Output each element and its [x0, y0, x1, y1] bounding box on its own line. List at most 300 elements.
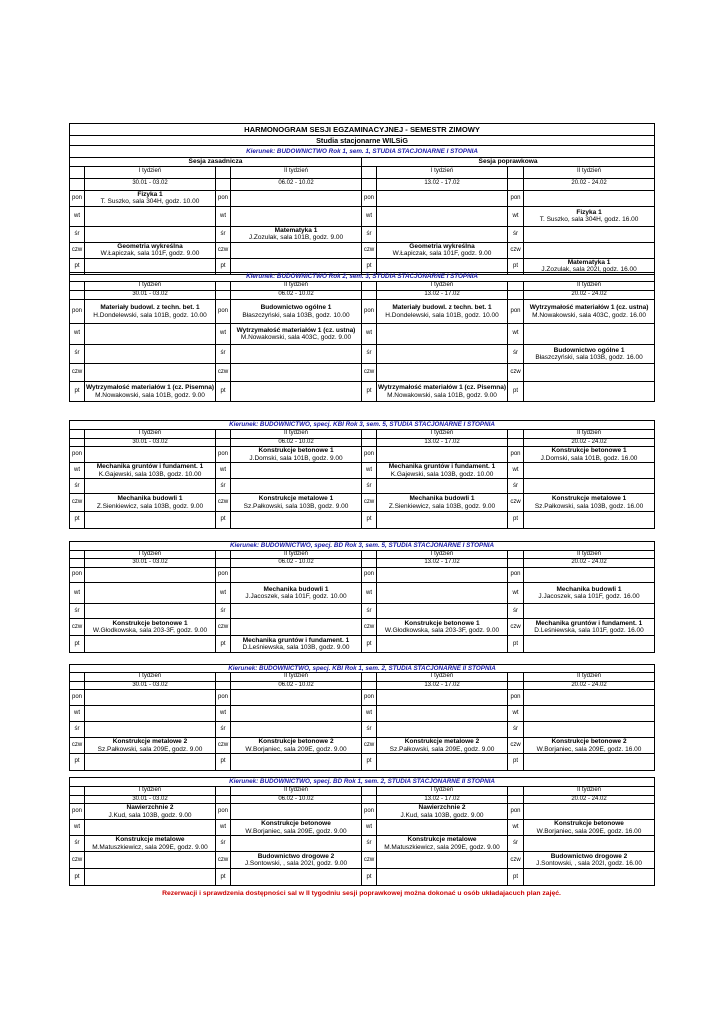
corner-cell	[216, 559, 231, 568]
day-label: pt	[508, 636, 524, 653]
day-label: pt	[70, 258, 85, 274]
corner-cell	[362, 178, 377, 190]
corner-cell	[362, 291, 377, 300]
corner-cell	[70, 282, 85, 291]
exam-cell	[377, 479, 508, 494]
exam-cell	[524, 820, 655, 836]
exam-subject: Mechanika gruntów i fundament. 1	[535, 619, 643, 627]
week-label: I tydzień	[85, 429, 216, 438]
corner-cell	[362, 429, 377, 438]
exam-subject: Mechanika budowli 1	[556, 585, 622, 593]
day-label: śr	[70, 836, 85, 852]
day-label: wt	[508, 820, 524, 836]
day-label: wt	[70, 463, 85, 479]
exam-cell	[231, 345, 362, 364]
exam-cell	[377, 447, 508, 463]
day-label: wt	[508, 583, 524, 604]
day-label: wt	[70, 206, 85, 226]
exam-details: Z.Sienkiewicz, sala 103B, godz. 9.00	[96, 502, 204, 510]
exam-cell	[524, 300, 655, 324]
exam-details: M.Nowakowski, sala 403C, godz. 9.00	[240, 334, 352, 341]
week-label: II tydzień	[231, 673, 362, 681]
day-label: czw	[70, 364, 85, 382]
exam-subject: Mechanika budowli 1	[409, 495, 475, 503]
week-dates: 13.02 - 17.02	[377, 178, 508, 190]
corner-cell	[508, 550, 524, 559]
week-dates: 06.02 - 10.02	[231, 438, 362, 447]
day-label: śr	[70, 226, 85, 242]
week-dates: 30.01 - 03.02	[85, 681, 216, 689]
exam-subject: Budownictwo ogólne 1	[260, 304, 332, 312]
day-label: pt	[70, 869, 85, 886]
exam-cell	[377, 583, 508, 604]
day-label: pt	[70, 382, 85, 402]
corner-cell	[508, 795, 524, 804]
exam-cell	[377, 852, 508, 869]
exam-subject: Konstrukcje betonowe 1	[551, 447, 627, 455]
day-label: śr	[508, 604, 524, 619]
exam-details: J.Kud, sala 103B, godz. 9.00	[400, 811, 484, 819]
exam-cell	[85, 706, 216, 722]
day-label: czw	[508, 364, 524, 382]
exam-details: M.Nowakowski, sala 101B, godz. 9.00	[95, 391, 205, 399]
document-title: HARMONOGRAM SESJI EGZAMINACYJNEJ - SEMESTR ZIMOWY	[70, 124, 655, 136]
exam-subject: Konstrukcje metalowe 1	[551, 495, 627, 503]
day-label: pt	[362, 382, 377, 402]
week-dates: 06.02 - 10.02	[231, 681, 362, 689]
exam-cell	[85, 869, 216, 886]
corner-cell	[70, 429, 85, 438]
corner-cell	[216, 681, 231, 689]
exam-cell	[524, 869, 655, 886]
corner-cell	[362, 438, 377, 447]
week-dates: 30.01 - 03.02	[85, 178, 216, 190]
exam-cell	[231, 869, 362, 886]
day-label: śr	[70, 345, 85, 364]
exam-details: W.Głodkowska, sala 203-3F, godz. 9.00	[92, 627, 208, 635]
day-label: wt	[362, 820, 377, 836]
kierunek-header: Kierunek: BUDOWNICTWO, specj. BD Rok 3, sem. 5, STUDIA STACJONARNE I STOPNIA	[70, 542, 655, 551]
kierunek-header: Kierunek: BUDOWNICTWO, specj. KBI Rok 3, sem. 5, STUDIA STACJONARNE I STOPNIA	[70, 421, 655, 430]
corner-cell	[216, 795, 231, 804]
day-label: czw	[362, 494, 377, 512]
exam-details: D.Leśniewska, sala 103B, godz. 9.00	[242, 644, 350, 652]
exam-subject: Konstrukcje metalowe	[115, 836, 185, 844]
exam-cell	[524, 242, 655, 258]
exam-subject: Fizyka 1	[137, 190, 163, 198]
day-label: pon	[362, 447, 377, 463]
corner-cell	[70, 438, 85, 447]
exam-subject: Wytrzymałość materiałów 1 (cz. Pisemna)	[377, 384, 507, 392]
exam-subject: Geometria wykreślna	[117, 242, 183, 250]
corner-cell	[70, 166, 85, 178]
exam-details: Sz.Pałkowski, sala 209E, godz. 9.00	[389, 745, 495, 753]
exam-cell	[524, 447, 655, 463]
exam-details: K.Gajewski, sala 103B, godz. 10.00	[98, 470, 202, 478]
day-label: śr	[508, 345, 524, 364]
day-label: pon	[70, 804, 85, 820]
exam-cell	[377, 324, 508, 345]
day-label: pon	[216, 804, 231, 820]
corner-cell	[216, 786, 231, 795]
week-label: I tydzień	[377, 786, 508, 795]
exam-cell	[231, 382, 362, 402]
exam-subject: Konstrukcje betonowe 2	[551, 738, 627, 746]
day-label: czw	[70, 852, 85, 869]
corner-cell	[70, 786, 85, 795]
day-label: śr	[216, 226, 231, 242]
exam-details: J.Domski, sala 101B, godz. 9.00	[249, 454, 343, 462]
exam-cell	[377, 738, 508, 754]
exam-details: W.Łapiczak, sala 101F, godz. 9.00	[100, 250, 200, 258]
day-label: śr	[508, 226, 524, 242]
exam-cell	[231, 226, 362, 242]
exam-cell	[377, 690, 508, 706]
week-label: I tydzień	[85, 282, 216, 291]
exam-cell	[85, 636, 216, 653]
exam-cell	[231, 463, 362, 479]
exam-details: T. Suszko, sala 304H, godz. 10.00	[100, 198, 200, 206]
day-label: pon	[362, 690, 377, 706]
day-label: wt	[70, 706, 85, 722]
exam-subject: Fizyka 1	[576, 209, 602, 217]
week-dates: 20.02 - 24.02	[524, 681, 655, 689]
exam-cell	[231, 190, 362, 206]
exam-cell	[85, 190, 216, 206]
week-label: II tydzień	[231, 166, 362, 178]
exam-details: W.Głodkowska, sala 203-3F, godz. 9.00	[384, 627, 500, 635]
week-label: II tydzień	[231, 786, 362, 795]
day-label: czw	[70, 619, 85, 636]
exam-cell	[85, 619, 216, 636]
exam-cell	[85, 324, 216, 345]
exam-subject: Mechanika budowli 1	[263, 585, 329, 593]
day-label: wt	[508, 324, 524, 345]
corner-cell	[362, 550, 377, 559]
corner-cell	[362, 795, 377, 804]
schedule-block-4	[69, 541, 655, 653]
exam-cell	[524, 754, 655, 770]
exam-cell	[377, 512, 508, 528]
exam-cell	[231, 619, 362, 636]
day-label: wt	[362, 463, 377, 479]
exam-cell	[377, 820, 508, 836]
corner-cell	[216, 429, 231, 438]
exam-cell	[231, 494, 362, 512]
day-label: śr	[70, 479, 85, 494]
day-label: czw	[508, 738, 524, 754]
exam-cell	[231, 836, 362, 852]
day-label: śr	[362, 226, 377, 242]
day-label: wt	[216, 463, 231, 479]
day-label: pt	[508, 512, 524, 528]
week-label: I tydzień	[85, 166, 216, 178]
day-label: pon	[508, 690, 524, 706]
exam-subject: Geometria wykreślna	[409, 242, 475, 250]
corner-cell	[362, 559, 377, 568]
exam-details: W.Borjaniec, sala 209E, godz. 16.00	[536, 827, 642, 835]
week-label: II tydzień	[231, 429, 362, 438]
exam-cell	[524, 706, 655, 722]
exam-cell	[524, 690, 655, 706]
day-label: czw	[216, 619, 231, 636]
exam-cell	[524, 604, 655, 619]
exam-details: T. Suszko, sala 304H, godz. 16.00	[539, 216, 639, 224]
day-label: pt	[508, 258, 524, 274]
exam-cell	[524, 583, 655, 604]
corner-cell	[508, 166, 524, 178]
exam-cell	[377, 636, 508, 653]
exam-cell	[231, 706, 362, 722]
week-dates: 06.02 - 10.02	[231, 178, 362, 190]
day-label: czw	[216, 494, 231, 512]
exam-details: Sz.Pałkowski, sala 103B, godz. 16.00	[534, 502, 644, 510]
exam-cell	[524, 463, 655, 479]
exam-subject: Matematyka 1	[567, 258, 611, 266]
corner-cell	[362, 786, 377, 795]
week-dates: 13.02 - 17.02	[377, 291, 508, 300]
corner-cell	[508, 681, 524, 689]
day-label: czw	[362, 242, 377, 258]
exam-details: Z.Sienkiewicz, sala 103B, godz. 9.00	[388, 502, 496, 510]
exam-cell	[231, 636, 362, 653]
exam-subject: Budownictwo ogólne 1	[553, 346, 625, 354]
exam-cell	[377, 567, 508, 583]
exam-cell	[85, 463, 216, 479]
week-label: I tydzień	[377, 673, 508, 681]
exam-details: Błaszczyński, sala 103B, godz. 10.00	[242, 311, 350, 319]
corner-cell	[508, 559, 524, 568]
exam-details: J.Kud, sala 103B, godz. 9.00	[108, 811, 192, 819]
corner-cell	[508, 786, 524, 795]
day-label: pt	[362, 869, 377, 886]
day-label: pon	[508, 567, 524, 583]
week-dates: 30.01 - 03.02	[85, 291, 216, 300]
exam-cell	[85, 567, 216, 583]
day-label: pt	[216, 754, 231, 770]
day-label: pon	[70, 567, 85, 583]
day-label: czw	[362, 738, 377, 754]
day-label: pon	[216, 690, 231, 706]
day-label: śr	[362, 479, 377, 494]
day-label: wt	[216, 206, 231, 226]
day-label: pt	[216, 382, 231, 402]
day-label: pon	[216, 447, 231, 463]
exam-details: M.Nowakowski, sala 101B, godz. 9.00	[387, 391, 497, 399]
exam-cell	[85, 754, 216, 770]
day-label: pon	[362, 190, 377, 206]
week-label: II tydzień	[524, 429, 655, 438]
kierunek-header: Kierunek: BUDOWNICTWO Rok 1, sem. 1, STUDIA STACJONARNE I STOPNIA	[70, 146, 655, 158]
exam-cell	[377, 300, 508, 324]
day-label: śr	[362, 722, 377, 738]
exam-cell	[524, 226, 655, 242]
day-label: wt	[70, 324, 85, 345]
week-label: I tydzień	[377, 166, 508, 178]
day-label: czw	[70, 738, 85, 754]
exam-cell	[85, 820, 216, 836]
day-label: pt	[70, 754, 85, 770]
exam-cell	[85, 479, 216, 494]
exam-subject: Wytrzymałość materiałów 1 (cz. ustna)	[236, 326, 356, 334]
corner-cell	[216, 673, 231, 681]
corner-cell	[362, 166, 377, 178]
week-label: II tydzień	[524, 550, 655, 559]
week-label: I tydzień	[377, 282, 508, 291]
day-label: pt	[508, 754, 524, 770]
exam-cell	[85, 512, 216, 528]
exam-cell	[377, 382, 508, 402]
exam-cell	[524, 479, 655, 494]
exam-subject: Materiały budowl. z techn. bet. 1	[392, 304, 492, 312]
day-label: pt	[216, 869, 231, 886]
day-label: śr	[216, 722, 231, 738]
exam-subject: Budownictwo drogowe 2	[550, 852, 628, 860]
day-label: śr	[362, 836, 377, 852]
exam-details: W.Borjaniec, sala 209E, godz. 9.00	[245, 827, 347, 835]
day-label: czw	[362, 364, 377, 382]
day-label: czw	[362, 852, 377, 869]
exam-cell	[85, 722, 216, 738]
day-label: pt	[508, 382, 524, 402]
week-label: II tydzień	[524, 166, 655, 178]
exam-cell	[85, 300, 216, 324]
exam-cell	[231, 206, 362, 226]
day-label: pt	[70, 636, 85, 653]
kierunek-header: Kierunek: BUDOWNICTWO, specj. KBI Rok 1, sem. 2, STUDIA STACJONARNE II STOPNIA	[70, 665, 655, 673]
schedule-block-3	[69, 420, 655, 529]
day-label: czw	[216, 364, 231, 382]
corner-cell	[70, 178, 85, 190]
corner-cell	[508, 429, 524, 438]
exam-details: W.Borjaniec, sala 209E, godz. 9.00	[245, 745, 347, 753]
exam-details: J.Zozulak, sala 101B, godz. 9.00	[248, 234, 344, 242]
week-dates: 20.02 - 24.02	[524, 291, 655, 300]
corner-cell	[508, 673, 524, 681]
corner-cell	[216, 178, 231, 190]
corner-cell	[508, 438, 524, 447]
footer-note: Rezerwacji i sprawdzenia dostępności sal w II tygodniu sesji poprawkowej można dokonać u osób układajacuch plan zajęć.	[162, 890, 561, 897]
exam-details: W.Łapiczak, sala 101F, godz. 9.00	[392, 250, 492, 258]
day-label: wt	[362, 583, 377, 604]
exam-details: Błaszczyński, sala 103B, godz. 16.00	[535, 354, 643, 361]
exam-details: K.Gajewski, sala 103B, godz. 10.00	[390, 470, 494, 478]
corner-cell	[362, 673, 377, 681]
week-dates: 06.02 - 10.02	[231, 559, 362, 568]
week-dates: 30.01 - 03.02	[85, 795, 216, 804]
day-label: śr	[216, 345, 231, 364]
week-dates: 06.02 - 10.02	[231, 291, 362, 300]
week-dates: 06.02 - 10.02	[231, 795, 362, 804]
corner-cell	[70, 291, 85, 300]
exam-cell	[231, 512, 362, 528]
day-label: śr	[70, 722, 85, 738]
exam-cell	[524, 722, 655, 738]
exam-cell	[524, 619, 655, 636]
exam-cell	[85, 364, 216, 382]
exam-cell	[524, 567, 655, 583]
exam-cell	[524, 382, 655, 402]
corner-cell	[216, 438, 231, 447]
day-label: wt	[508, 206, 524, 226]
exam-cell	[377, 604, 508, 619]
exam-subject: Konstrukcje metalowe	[407, 836, 477, 844]
week-label: II tydzień	[524, 786, 655, 795]
exam-details: H.Dondelewski, sala 101B, godz. 10.00	[93, 311, 207, 319]
day-label: wt	[508, 463, 524, 479]
exam-cell	[377, 242, 508, 258]
exam-subject: Konstrukcje betonowe 1	[112, 619, 188, 627]
day-label: pon	[70, 690, 85, 706]
exam-cell	[377, 706, 508, 722]
day-label: wt	[216, 583, 231, 604]
day-label: wt	[508, 706, 524, 722]
exam-cell	[231, 804, 362, 820]
day-label: pon	[508, 804, 524, 820]
exam-details: J.Sontowski, , sala 202I, godz. 9.00	[244, 860, 348, 868]
exam-details: J.Zozulak, sala 202I, godz. 16.00	[541, 266, 637, 274]
day-label: czw	[362, 619, 377, 636]
week-label: I tydzień	[377, 550, 508, 559]
week-label: II tydzień	[231, 282, 362, 291]
session-retake-label: Sesja poprawkowa	[362, 158, 655, 167]
day-label: śr	[216, 604, 231, 619]
exam-subject: Mechanika gruntów i fundament. 1	[96, 463, 204, 471]
day-label: czw	[70, 242, 85, 258]
week-dates: 20.02 - 24.02	[524, 559, 655, 568]
day-label: pon	[216, 190, 231, 206]
day-label: wt	[362, 706, 377, 722]
exam-cell	[85, 738, 216, 754]
exam-cell	[377, 836, 508, 852]
exam-cell	[85, 382, 216, 402]
exam-details: W.Borjaniec, sala 209E, godz. 16.00	[536, 745, 642, 753]
exam-details: J.Jacoszek, sala 101F, godz. 16.00	[538, 593, 640, 601]
day-label: pt	[216, 636, 231, 653]
day-label: czw	[70, 494, 85, 512]
exam-subject: Konstrukcje betonowe 2	[258, 738, 334, 746]
day-label: pon	[70, 190, 85, 206]
day-label: pon	[216, 567, 231, 583]
exam-cell	[231, 690, 362, 706]
day-label: pt	[362, 636, 377, 653]
day-label: czw	[216, 852, 231, 869]
day-label: czw	[508, 619, 524, 636]
week-label: I tydzień	[377, 429, 508, 438]
day-label: pon	[508, 447, 524, 463]
day-label: śr	[362, 345, 377, 364]
exam-cell	[231, 324, 362, 345]
day-label: śr	[508, 722, 524, 738]
exam-cell	[377, 869, 508, 886]
day-label: pon	[508, 190, 524, 206]
exam-subject: Mechanika budowli 1	[117, 495, 183, 503]
day-label: pon	[362, 300, 377, 324]
exam-subject: Konstrukcje betonowe 1	[404, 619, 480, 627]
exam-cell	[85, 583, 216, 604]
week-dates: 13.02 - 17.02	[377, 681, 508, 689]
exam-cell	[231, 364, 362, 382]
corner-cell	[216, 291, 231, 300]
corner-cell	[362, 282, 377, 291]
exam-cell	[377, 494, 508, 512]
exam-subject: Konstrukcje metalowe 2	[112, 738, 188, 746]
exam-details: J.Sontowski, , sala 202I, godz. 16.00	[536, 860, 642, 868]
exam-subject: Konstrukcje metalowe 2	[404, 738, 480, 746]
corner-cell	[70, 795, 85, 804]
exam-details: J.Domski, sala 101B, godz. 16.00	[540, 454, 638, 462]
exam-details: Sz.Pałkowski, sala 209E, godz. 9.00	[97, 745, 203, 753]
